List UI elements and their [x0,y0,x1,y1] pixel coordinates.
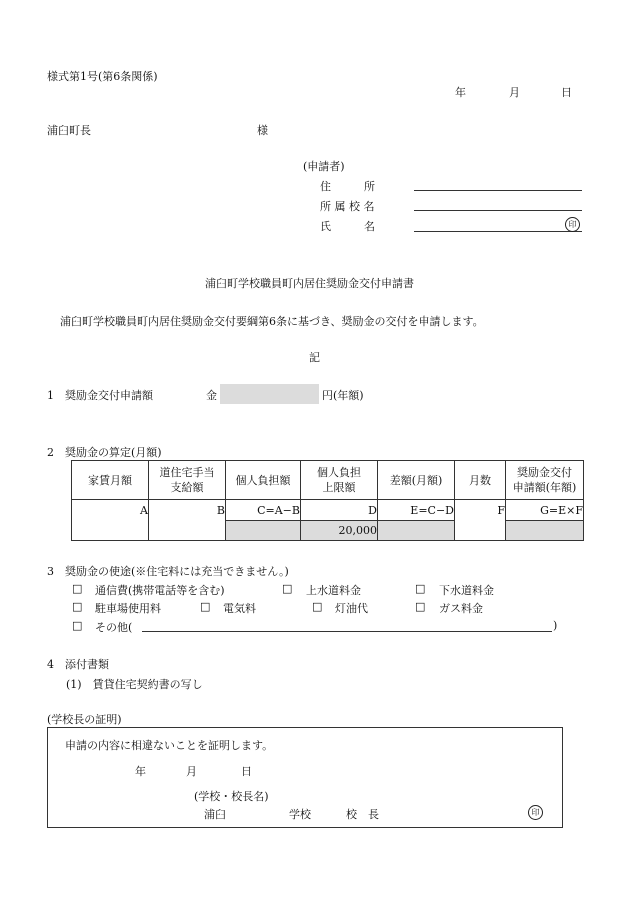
amount-prefix: 金 [206,389,217,402]
ki-label: 記 [309,351,320,364]
checkbox-telecom[interactable]: □ [72,582,83,595]
cell-housing-allowance[interactable]: B [149,500,226,541]
amount-field[interactable] [220,384,319,404]
calculation-table [71,460,584,541]
principal-seal-icon: 印 [528,805,543,820]
addressee-honorific: 様 [257,124,268,137]
label-gas: ガス料金 [439,602,483,615]
school-field[interactable] [414,210,582,211]
addressee-name: 浦臼町長 [47,124,91,137]
cell-burden-limit: D [301,500,378,521]
other-close-paren: ) [553,619,558,632]
header-months: 月数 [455,461,506,500]
checkbox-electricity[interactable]: □ [200,600,211,613]
label-water: 上水道料金 [306,584,361,597]
intro-text: 浦臼町学校職員町内居住奨励金交付要綱第6条に基づき、奨励金の交付を申請します。 [60,315,484,328]
other-field[interactable] [142,631,552,632]
school-label: 所 属 校 名 [320,200,375,213]
cell-difference: E=C−D [378,500,455,521]
label-other: その他( [95,621,133,634]
certification-text: 申請の内容に相違ないことを証明します。 [65,739,274,752]
cert-principal: 校 長 [346,808,379,821]
cert-day: 日 [241,765,252,778]
header-rent: 家賃月額 [72,461,149,500]
cert-year: 年 [135,765,146,778]
name-field[interactable] [414,231,582,232]
document-title: 浦臼町学校職員町内居住奨励金交付申請書 [205,277,414,290]
cert-school-caption: (学校・校長名) [194,790,269,803]
cert-town: 浦臼 [204,808,226,821]
label-kerosene: 灯油代 [335,602,368,615]
checkbox-water[interactable]: □ [282,582,293,595]
header-burden-limit: 個人負担 上限額 [301,461,378,500]
header-grant-amount: 奨励金交付 申請額(年額) [506,461,584,500]
label-parking: 駐車場使用料 [95,602,161,615]
applicant-seal-icon: 印 [565,217,580,232]
certification-title: (学校長の証明) [47,713,122,726]
label-telecom: 通信費(携帯電話等を含む) [95,584,225,597]
header-difference: 差額(月額) [378,461,455,500]
address-label: 住 所 [320,180,375,193]
value-grant-amount [506,521,584,541]
header-housing-allowance: 道住宅手当 支給額 [149,461,226,500]
cert-month: 月 [186,765,197,778]
cell-months[interactable]: F [455,500,506,541]
section1-label: 1 奨励金交付申請額 [47,389,153,402]
cell-personal-burden: C=A−B [226,500,301,521]
amount-suffix: 円(年額) [322,389,364,402]
value-burden-limit: 20,000 [301,521,378,541]
date-month: 月 [509,86,520,99]
checkbox-kerosene[interactable]: □ [312,600,323,613]
name-label: 氏 名 [320,220,375,233]
checkbox-other[interactable]: □ [72,619,83,632]
checkbox-parking[interactable]: □ [72,600,83,613]
checkbox-gas[interactable]: □ [415,600,426,613]
header-personal-burden: 個人負担額 [226,461,301,500]
applicant-title: (申請者) [303,160,345,173]
section4-label: 4 添付書類 [47,658,109,671]
attachment-item: (1) 賃貸住宅契約書の写し [66,678,203,691]
section2-label: 2 奨励金の算定(月額) [47,446,162,459]
label-electricity: 電気料 [223,602,256,615]
label-sewer: 下水道料金 [439,584,494,597]
date-year: 年 [455,86,466,99]
value-difference [378,521,455,541]
value-personal-burden [226,521,301,541]
address-field[interactable] [414,190,582,191]
checkbox-sewer[interactable]: □ [415,582,426,595]
form-number: 様式第1号(第6条関係) [47,70,158,83]
cell-rent[interactable]: A [72,500,149,541]
cert-school: 学校 [289,808,311,821]
section3-label: 3 奨励金の使途(※住宅料には充当できません。) [47,565,289,578]
cell-grant-amount: G=E×F [506,500,584,521]
date-day: 日 [561,86,572,99]
